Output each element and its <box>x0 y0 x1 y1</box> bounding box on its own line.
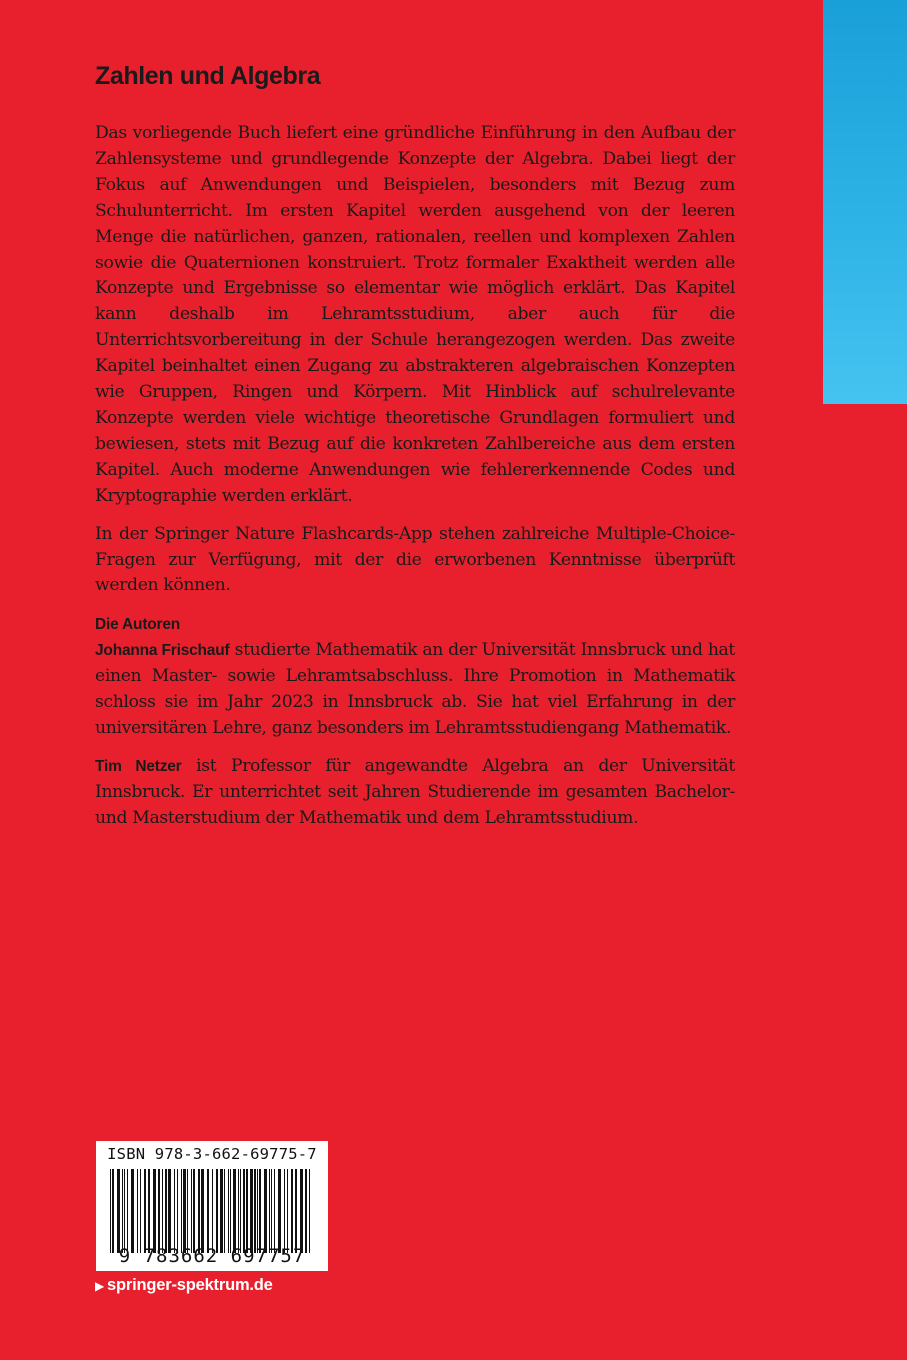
barcode-bar <box>168 1169 171 1253</box>
barcode-bar <box>110 1169 111 1253</box>
back-cover-text <box>95 62 735 832</box>
author-bio-1 <box>95 638 735 742</box>
barcode-bar <box>131 1169 134 1253</box>
barcode-bar <box>287 1169 288 1253</box>
barcode-bar <box>117 1169 120 1253</box>
barcode-bar <box>284 1169 285 1253</box>
author-name-2: Tim Netzer <box>95 757 182 775</box>
author-bio-2 <box>95 754 735 832</box>
barcode-bar <box>274 1169 275 1253</box>
barcode-bar <box>291 1169 293 1253</box>
barcode-bar <box>212 1169 213 1253</box>
barcode-bar <box>158 1169 160 1253</box>
barcode-bar <box>233 1169 236 1253</box>
barcode-bar <box>305 1169 307 1253</box>
isbn-barcode <box>96 1141 328 1271</box>
barcode-bar <box>257 1169 258 1253</box>
barcode-bar <box>201 1169 204 1253</box>
barcode-bar <box>254 1169 256 1253</box>
barcode-bar <box>309 1169 310 1253</box>
barcode-bar <box>228 1169 229 1253</box>
barcode-bar <box>278 1169 281 1253</box>
barcode-bar <box>191 1169 192 1253</box>
barcode-bar <box>238 1169 239 1253</box>
barcode-bar <box>193 1169 195 1253</box>
authors-heading: Die Autoren <box>95 616 181 634</box>
barcode-bar <box>137 1169 138 1253</box>
cyan-side-strip <box>823 0 907 404</box>
barcode-bar <box>207 1169 209 1253</box>
ean-digits: 9 783662 697757 <box>118 1245 306 1267</box>
barcode-bar <box>148 1169 150 1253</box>
barcode-bar <box>187 1169 188 1253</box>
barcode-bar <box>240 1169 241 1253</box>
description-paragraph-1: Das vorliegende Buch liefert eine gründliche Einführung in den Aufbau der Zahlensysteme und grundlegende Konzepte der Algebra. Dabei liegt der Fokus auf Anwendungen und Beispielen, besonders mit Bezug zum Schulunterricht. Im ersten Kapitel werden ausgehend von der leeren Menge die natürlichen, ganzen, rationalen, reellen und komplexen Zahlen sowie die Quaternionen konstruiert. Trotz formaler Exaktheit werden alle Konzepte und Ergebnisse so elementar wie möglich erklärt. Das Kapitel kann deshalb im Lehramtsstudium, aber auch für die Unterrichtsvorbereitung in der Schule herangezogen werden. Das zweite Kapitel beinhaltet einen Zugang zu abstrakteren algebraischen Konzepten wie Gruppen, Ringen und Körpern. Mit Hinblick auf schulrelevante Konzepte werden viele wichtige theoretische Grundlagen formuliert und bewiesen, stets mit Bezug auf die konkreten Zahlbereiche aus dem ersten Kapitel. Auch moderne Anwendungen wie fehlererkennende Codes und Kryptographie werden erklärt. <box>95 123 735 506</box>
barcode-bar <box>153 1169 156 1253</box>
barcode-bar <box>269 1169 270 1253</box>
isbn-label: ISBN 978-3-662-69775-7 <box>107 1145 317 1163</box>
author-bio-text-1: studierte Mathematik an der Universität Innsbruck und hat einen Master- sowie Lehramtsabschluss. Ihre Promotion in Mathematik schloss sie im Jahr 2023 in Innsbruck ab. Sie hat viel Erfahrung in der universitären Lehre, ganz besonders im Lehramtsstudiengang Mathematik. <box>95 640 735 739</box>
barcode-bar <box>250 1169 253 1253</box>
barcode-bar <box>124 1169 125 1253</box>
barcode-bar <box>224 1169 225 1253</box>
barcode-bar <box>295 1169 297 1253</box>
book-title: Zahlen und Algebra <box>95 62 321 90</box>
barcode-bar <box>140 1169 141 1253</box>
barcode-bar <box>174 1169 175 1253</box>
barcode-bar <box>183 1169 186 1253</box>
barcode-bar <box>112 1169 114 1253</box>
barcode-bar <box>127 1169 128 1253</box>
barcode-bar <box>144 1169 146 1253</box>
barcode-bar <box>246 1169 248 1253</box>
barcode-bar <box>264 1169 267 1253</box>
barcode-bar <box>122 1169 123 1253</box>
barcode-bar <box>243 1169 245 1253</box>
barcode-bar <box>198 1169 200 1253</box>
barcode-bar <box>259 1169 261 1253</box>
publisher-url-text: springer-spektrum.de <box>107 1276 273 1294</box>
barcode-bars <box>110 1169 314 1253</box>
barcode-bar <box>162 1169 163 1253</box>
arrow-right-icon: ▶ <box>95 1279 105 1293</box>
barcode-bar <box>220 1169 223 1253</box>
publisher-url[interactable] <box>95 1276 273 1295</box>
description-paragraph-2: In der Springer Nature Flashcards-App stehen zahlreiche Multiple-Choice-Fragen zur Verfügung, mit der die erworbenen Kenntnisse überprüft werden können. <box>95 523 735 596</box>
barcode-bar <box>165 1169 167 1253</box>
barcode-bar <box>216 1169 218 1253</box>
barcode-bar <box>230 1169 231 1253</box>
author-name-1: Johanna Frischauf <box>95 642 230 660</box>
barcode-bar <box>271 1169 272 1253</box>
barcode-bar <box>177 1169 178 1253</box>
barcode-bar <box>181 1169 182 1253</box>
barcode-bar <box>300 1169 303 1253</box>
author-bio-text-2: ist Professor für angewandte Algebra an der Universität Innsbruck. Er unterrichtet seit Jahren Studierende im gesamten Bachelor- und Masterstudium der Mathematik und dem Lehramtsstudium. <box>95 755 735 828</box>
